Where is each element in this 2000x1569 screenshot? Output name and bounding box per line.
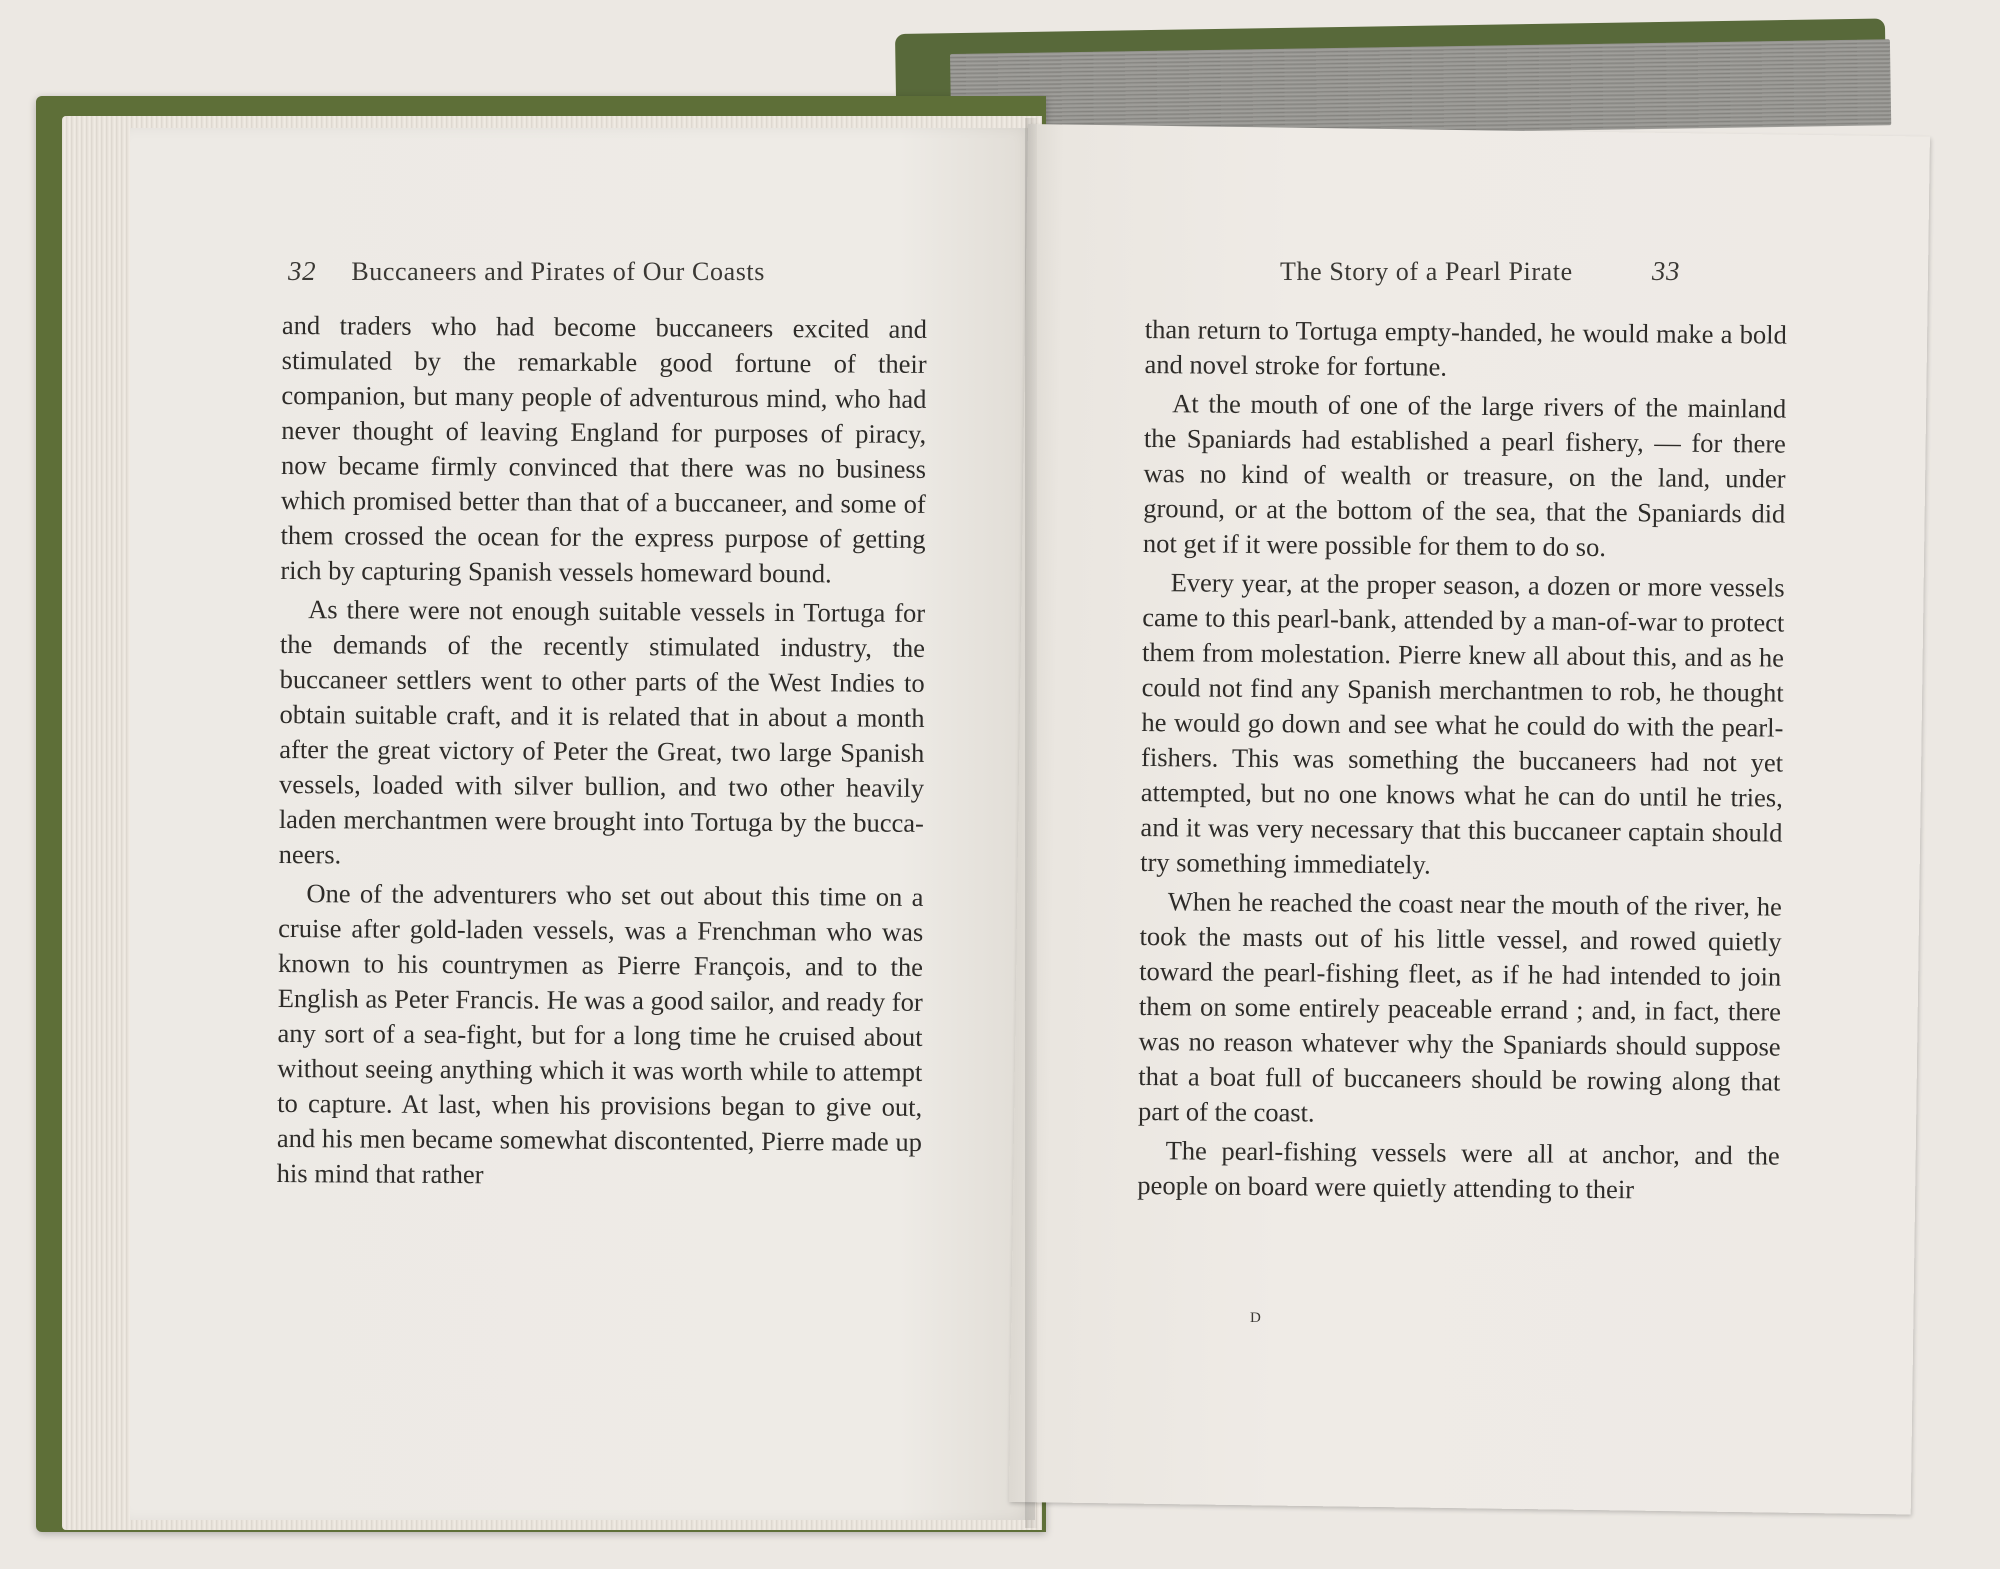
paragraph: One of the adventurers who set out about this time on a cruise after gold-laden vessels, was a Frenchman who was known to his countrymen as Pierre François, and to the English as Peter Francis. He was a good sailor, and ready for any sort of a sea-fight, but for a long time he cruised about without seeing anything which it was worth while to attempt to capture. At last, when his provisions began to give out, and his men became somewhat discontented, Pierre made up his mind that rather <box>276 878 924 1190</box>
left-running-title: Buccaneers and Pirates of Our Coasts <box>351 257 765 286</box>
paragraph: and traders who had become buccaneers excited and stimulated by the remarkable good fortune of their companion, but many people of adventurous mind, who had never thought of leaving England for purposes of piracy, now became firmly convinced that there was no business which promised better than that of a buccaneer, and some of them crossed the ocean for the express purpose of getting rich by capturing Spanish vessels homeward bound. <box>280 309 927 589</box>
right-running-head <box>1280 256 1680 287</box>
book-gutter <box>1025 118 1037 1528</box>
paragraph: When he reached the coast near the mouth of the river, he took the masts out of his little vessel, and rowed quietly toward the pearl-fishing fleet, as if he had intended to join them on some entirely peaceable errand ; and, in fact, there was no reason whatever why the Spaniards should suppose that a boat full of buccaneers should be rowing along that part of the coast. <box>1137 886 1782 1128</box>
right-body-text <box>1137 312 1787 1213</box>
paragraph: The pearl-fishing vessels were all at anchor, and the people on board were quietly attending to their <box>1137 1135 1780 1205</box>
right-running-title: The Story of a Pearl Pirate <box>1280 257 1573 286</box>
right-page-number: 33 <box>1651 256 1681 286</box>
paragraph: Every year, at the proper season, a dozen or more vessels came to this pearl-bank, attended by a man-of-war to protect them from molestation. Pierre knew all about this, and as he could not find any Spanish merchantmen to rob, he thought he would go down and see what he could do with the pearl-fishers. This was something the buccaneers had not yet attempted, but no one knows what he can do until he tries, and it was very necessary that this buccaneer captain should try something immediately. <box>1140 567 1785 880</box>
left-page-number: 32 <box>288 256 317 286</box>
paragraph: than return to Tortuga empty-handed, he would make a bold and novel stroke for fortune. <box>1144 313 1787 382</box>
left-body-text <box>277 308 927 1199</box>
paragraph: At the mouth of one of the large rivers of the mainland the Spaniards had established a pearl fishery, — for there was no kind of wealth or treasure, on the land, under ground, or at the bottom of the sea, that the Spaniards did not get if it were possible for them to do so. <box>1142 388 1787 563</box>
paragraph: As there were not enough suitable vessels in Tortuga for the demands of the recently stimulated industry, the buccaneer settlers went to other parts of the West Indies to obtain suitable craft, and it is related that in about a month after the great victory of Peter the Great, two large Spanish vessels, loaded with silver bullion, and two other heavily laden merchantmen were brought into Tortuga by the buccaneers. <box>278 594 926 870</box>
left-running-head <box>288 256 765 287</box>
signature-mark: D <box>1250 1310 1262 1326</box>
